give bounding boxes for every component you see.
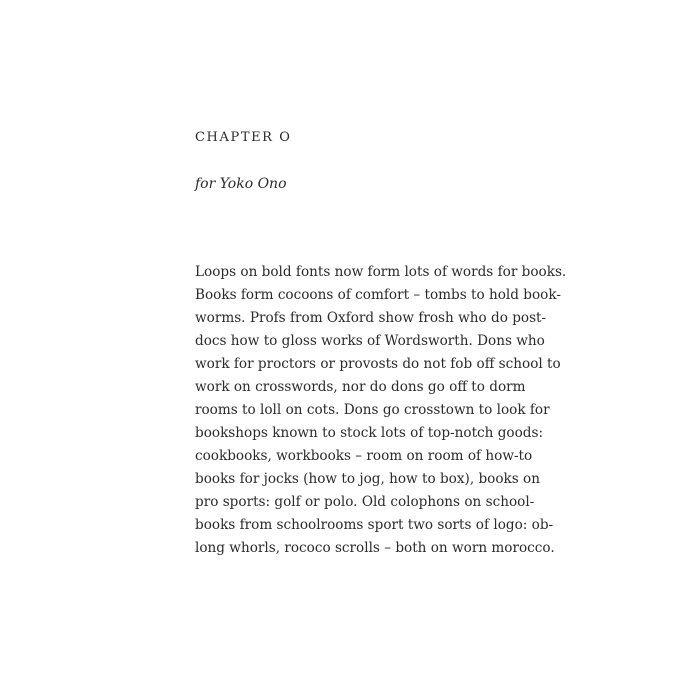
text-line: bookshops known to stock lots of top-notch goods: [195,425,544,441]
text-line: rooms to loll on cots. Dons go crosstown to look for [195,402,550,418]
text-line: books from schoolrooms sport two sorts of logo: ob- [195,517,554,533]
text-line: cookbooks, workbooks – room on room of how-to [195,448,533,464]
text-line: Loops on bold fonts now form lots of words for books. [195,264,567,280]
text-line: worms. Profs from Oxford show frosh who do post- [195,310,547,326]
text-line: work for proctors or provosts do not fob off school to [195,356,561,372]
chapter-heading: CHAPTER O [195,130,292,145]
text-line: Books form cocoons of comfort – tombs to hold book- [195,287,561,303]
text-line: books for jocks (how to jog, how to box), books on [195,471,541,487]
text-line: long whorls, rococo scrolls – both on worn morocco. [195,540,555,556]
text-line: work on crosswords, nor do dons go off to dorm [195,379,526,395]
text-line: docs how to gloss works of Wordsworth. Dons who [195,333,545,349]
chapter-dedication: for Yoko Ono [195,176,287,192]
text-line: pro sports: golf or polo. Old colophons on school- [195,494,535,510]
body-paragraph [195,261,567,560]
